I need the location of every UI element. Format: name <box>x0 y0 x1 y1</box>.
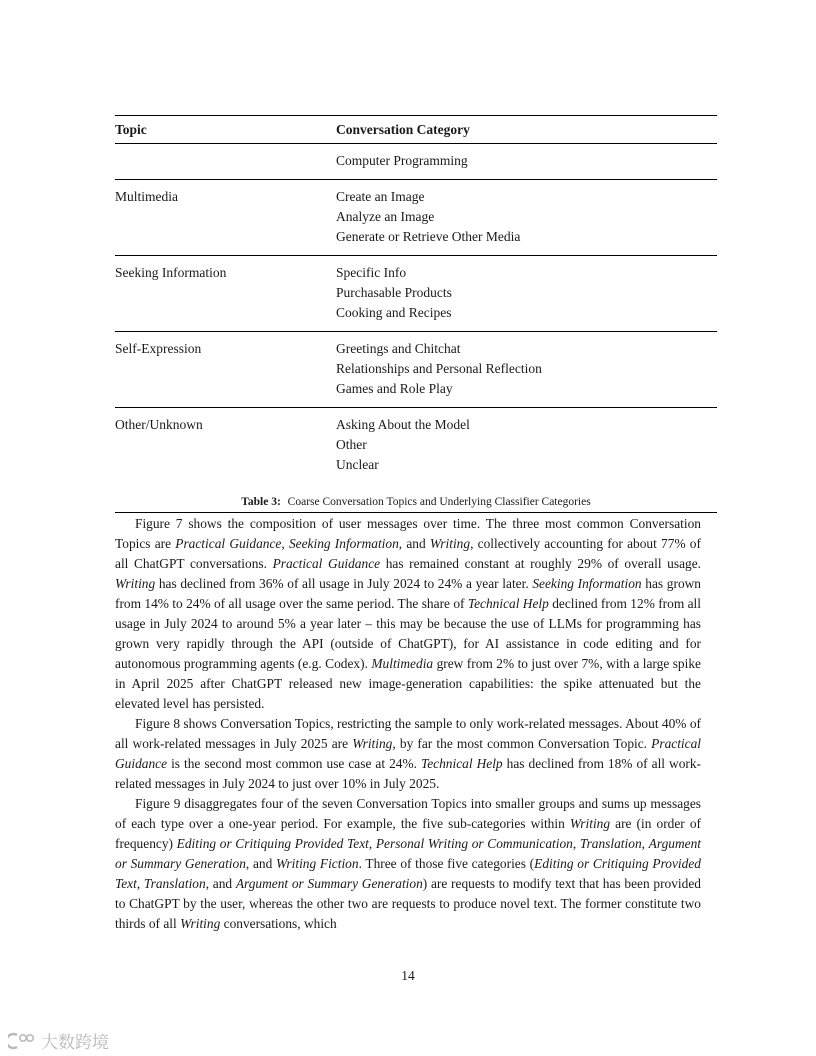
header-topic: Topic <box>115 121 147 137</box>
emphasis-term: Writing Fiction <box>276 856 359 871</box>
category-item: Analyze an Image <box>336 209 435 224</box>
text-run: , <box>572 836 580 851</box>
category-item: Generate or Retrieve Other Media <box>336 229 521 244</box>
text-run: Figure 7 shows the composition of user messages over time. The three most common Conversation Topics are <box>115 516 701 551</box>
category-item: Greetings and Chitchat <box>336 341 461 356</box>
category-item: Specific Info <box>336 265 407 280</box>
topic-cell: Multimedia <box>115 189 178 204</box>
category-cell <box>336 187 717 247</box>
emphasis-term: Seeking Information <box>288 536 399 551</box>
emphasis-term: Technical Help <box>467 596 549 611</box>
text-run: has declined from 36% of all usage in July 2024 to 24% a year later. <box>155 576 533 591</box>
paragraph <box>115 714 701 794</box>
text-run: , and <box>398 536 430 551</box>
text-run: are (in order of frequency) <box>115 816 701 851</box>
emphasis-term: Writing <box>569 816 611 831</box>
emphasis-term: Technical Help <box>421 756 503 771</box>
category-item: Asking About the Model <box>336 417 470 432</box>
paragraph <box>115 514 701 714</box>
emphasis-term: Seeking Information <box>532 576 642 591</box>
page-number: 14 <box>401 968 415 983</box>
text-run: , and <box>245 856 277 871</box>
table-bottom-rule <box>115 512 717 513</box>
category-item: Games and Role Play <box>336 381 453 396</box>
category-cell <box>336 415 717 475</box>
classifier-table <box>115 115 717 513</box>
emphasis-term: Practical Guidance <box>272 556 381 571</box>
table-group <box>115 256 717 331</box>
topic-cell: Other/Unknown <box>115 417 203 432</box>
text-run: . Three of those five categories ( <box>358 856 535 871</box>
text-run: Figure 8 shows Conversation Topics, restricting the sample to only work-related messages. About 40% of all work-related messages in July 2025 are <box>115 716 701 751</box>
text-run: , collectively accounting for about 77% of all ChatGPT conversations. <box>115 536 701 571</box>
text-run: , <box>136 876 144 891</box>
text-run: is the second most common use case at 24%. <box>167 756 421 771</box>
emphasis-term: Editing or Critiquing Provided Text <box>115 856 701 891</box>
watermark-text: 大数跨境 <box>41 1033 109 1053</box>
topic-cell <box>115 151 336 171</box>
text-run: declined from 12% from all usage in July 2024 to around 5% a year later – this may be because the use of LLMs for programming has grown very rapidly through the API (outside of ChatGPT), for AI assistance in code editing and for autonomous programming agents (e.g. Codex). <box>115 596 701 671</box>
category-item: Cooking and Recipes <box>336 305 452 320</box>
text-run: has declined from 18% of all work-related messages in July 2024 to just over 10% in July 2025. <box>115 756 701 791</box>
emphasis-term: Practical Guidance <box>115 736 702 771</box>
emphasis-term: Multimedia <box>371 656 434 671</box>
text-run: , <box>368 836 376 851</box>
topic-cell: Self-Expression <box>115 341 202 356</box>
table-caption <box>115 483 717 512</box>
emphasis-term: Writing <box>352 736 393 751</box>
emphasis-term: Personal Writing or Communication <box>375 836 573 851</box>
text-run: , by far the most common Conversation Topic. <box>392 736 652 751</box>
header-category: Conversation Category <box>336 121 470 137</box>
emphasis-term: Argument or Summary Generation <box>115 836 701 871</box>
category-item: Relationships and Personal Reflection <box>336 361 542 376</box>
text-run: grew from 2% to just over 7%, with a large spike in April 2025 after ChatGPT released new image-generation capabilities: the spike attenuated but the elevated level has persisted. <box>115 656 701 711</box>
category-cell <box>336 339 717 399</box>
text-run: has remained constant at roughly 29% of overall usage. <box>380 556 702 571</box>
table-group <box>115 180 717 255</box>
emphasis-term: Practical Guidance <box>175 536 282 551</box>
table-group <box>115 332 717 407</box>
text-run: Figure 9 disaggregates four of the seven Conversation Topics into smaller groups and sums up messages of each type over a one-year period. For example, the five sub-categories within <box>115 796 701 831</box>
text-run: has grown from 14% to 24% of all usage over the same period. The share of <box>115 576 702 611</box>
emphasis-term: Argument or Summary Generation <box>235 876 423 891</box>
category-cell <box>336 263 717 323</box>
text-run: , and <box>205 876 236 891</box>
topic-cell: Seeking Information <box>115 265 227 280</box>
watermark <box>8 1028 109 1053</box>
caption-text: Coarse Conversation Topics and Underlying Classifier Categories <box>287 496 591 508</box>
paragraph <box>115 794 701 934</box>
table-header-row <box>115 116 717 143</box>
table-body <box>115 144 717 483</box>
category-item: Create an Image <box>336 189 425 204</box>
caption-label: Table 3: <box>241 496 281 508</box>
text-run: , <box>641 836 649 851</box>
emphasis-term: Editing or Critiquing Provided Text <box>176 836 369 851</box>
emphasis-term: Writing <box>115 576 156 591</box>
emphasis-term: Writing <box>429 536 471 551</box>
text-run: , <box>281 536 289 551</box>
category-item: Purchasable Products <box>336 285 452 300</box>
emphasis-term: Translation <box>579 836 642 851</box>
emphasis-term: Translation <box>143 876 206 891</box>
body-text <box>115 514 701 934</box>
category-cell <box>336 151 717 171</box>
text-run: conversations, which <box>220 916 337 931</box>
category-item: Other <box>336 437 367 452</box>
table-group <box>115 144 717 179</box>
category-item: Unclear <box>336 457 379 472</box>
logo-icon <box>8 1031 38 1051</box>
table-group <box>115 408 717 483</box>
emphasis-term: Writing <box>180 916 221 931</box>
category-item: Computer Programming <box>336 153 468 168</box>
text-run: ) are requests to modify text that has been provided to ChatGPT by the user, whereas the other two are requests to produce novel text. The former constitute two thirds of all <box>115 876 701 931</box>
